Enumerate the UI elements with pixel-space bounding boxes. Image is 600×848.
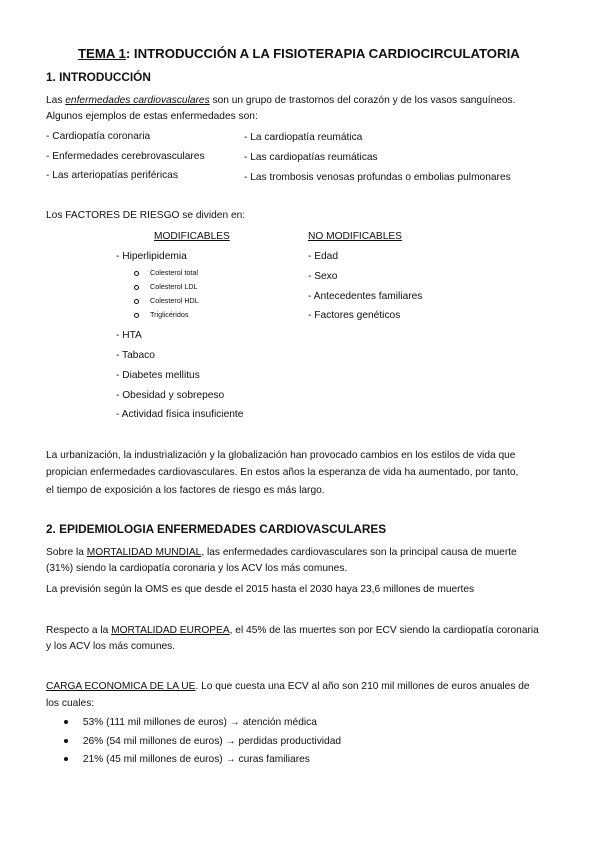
- paragraph-line: La urbanización, la industrialización y la globalización han provocado cambios en los estilos de vida que: [46, 450, 516, 461]
- non-modifiable-item: - Sexo: [308, 271, 338, 282]
- non-modifiable-item: - Antecedentes familiares: [308, 291, 423, 302]
- modifiable-item: - Diabetes mellitus: [116, 370, 200, 381]
- burden-item-label: 53% (111 mil millones de euros) → atención médica: [82, 717, 317, 728]
- intro-term: enfermedades cardiovasculares: [65, 95, 210, 106]
- world-mortality-line-2: (31%) siendo la cardiopatía coronaria y los ACV los más comunes.: [46, 563, 348, 574]
- world-term: MORTALIDAD MUNDIAL: [86, 547, 202, 558]
- non-modifiable-item: - Edad: [308, 251, 339, 262]
- economic-burden-line-2: los cuales:: [46, 698, 95, 709]
- circle-bullet-icon: [134, 285, 139, 290]
- modifiable-hyperlipidemia: - Hiperlipidemia: [116, 251, 187, 262]
- non-modifiable-heading: NO MODIFICABLES: [308, 231, 402, 242]
- intro-prefix: Las: [46, 95, 66, 106]
- paragraph-line: propician enfermedades cardiovasculares. En estos años la esperanza de vida ha aumentado, por tanto,: [46, 467, 519, 478]
- circle-bullet-icon: [134, 271, 139, 276]
- bullet-icon: [64, 739, 68, 743]
- modifiable-item: - Actividad física insuficiente: [116, 409, 244, 420]
- risk-intro: Los FACTORES DE RIESGO se dividen en:: [46, 210, 246, 221]
- circle-bullet-icon: [134, 313, 139, 318]
- modifiable-item: - Tabaco: [116, 350, 155, 361]
- example-right-2: - Las cardiopatías reumáticas: [244, 152, 378, 163]
- burden-item-label: 21% (45 mil millones de euros) → curas familiares: [82, 754, 310, 765]
- modifiable-item: - Obesidad y sobrepeso: [116, 390, 225, 401]
- burden-item: [64, 716, 317, 729]
- example-left-1: - Cardiopatía coronaria: [46, 131, 151, 142]
- bullet-icon: [64, 757, 68, 761]
- lipid-item: [134, 296, 199, 306]
- world-suffix: , las enfermedades cardiovasculares son la principal causa de muerte: [201, 547, 517, 558]
- burden-item: [64, 735, 341, 748]
- europe-mortality-line-2: y los ACV los más comunes.: [46, 641, 176, 652]
- lipid-item: [134, 310, 188, 320]
- section-1-heading: 1. INTRODUCCIÓN: [46, 70, 151, 84]
- lipid-item: [134, 268, 198, 278]
- burden-item-label: 26% (54 mil millones de euros) → perdidas productividad: [82, 736, 342, 747]
- lipid-label: Colesterol total: [150, 268, 198, 277]
- burden-term: CARGA ECONOMICA DE LA UE: [46, 681, 196, 692]
- lipid-item: [134, 282, 198, 292]
- lipid-label: Triglicéridos: [150, 310, 189, 319]
- non-modifiable-item: - Factores genéticos: [308, 310, 401, 321]
- economic-burden-line: [46, 680, 530, 693]
- paragraph-line: el tiempo de exposición a los factores de riesgo es más largo.: [46, 485, 325, 496]
- europe-mortality-line: [46, 624, 539, 637]
- intro-line: [46, 94, 516, 107]
- example-right-1: - La cardiopatía reumática: [244, 132, 363, 143]
- example-left-2: - Enfermedades cerebrovasculares: [46, 151, 205, 162]
- example-right-3: - Las trombosis venosas profundas o embolias pulmonares: [244, 172, 511, 183]
- world-prefix: Sobre la: [46, 547, 87, 558]
- forecast-line: La previsión según la OMS es que desde el 2015 hasta el 2030 haya 23,6 millones de muertes: [46, 584, 475, 595]
- burden-item: [64, 753, 310, 766]
- modifiable-heading: MODIFICABLES: [154, 231, 230, 242]
- document-title: [78, 46, 520, 62]
- europe-prefix: Respecto a la: [46, 625, 112, 636]
- example-left-3: - Las arteriopatías periféricas: [46, 170, 178, 181]
- bullet-icon: [64, 720, 68, 724]
- lipid-label: Colesterol LDL: [150, 282, 198, 291]
- title-rest: : INTRODUCCIÓN A LA FISIOTERAPIA CARDIOCIRCULATORIA: [125, 46, 520, 61]
- europe-term: MORTALIDAD EUROPEA: [111, 625, 230, 636]
- modifiable-item: - HTA: [116, 330, 142, 341]
- section-2-heading: 2. EPIDEMIOLOGIA ENFERMEDADES CARDIOVASCULARES: [46, 522, 387, 536]
- intro-suffix: son un grupo de trastornos del corazón y de los vasos sanguíneos.: [209, 95, 516, 106]
- examples-intro: Algunos ejemplos de estas enfermedades son:: [46, 111, 258, 122]
- circle-bullet-icon: [134, 299, 139, 304]
- title-tema: TEMA 1: [78, 46, 126, 61]
- europe-suffix: , el 45% de las muertes son por ECV siendo la cardiopatía coronaria: [229, 625, 539, 636]
- burden-suffix: . Lo que cuesta una ECV al año son 210 mil millones de euros anuales de: [195, 681, 530, 692]
- lipid-label: Colesterol HDL: [150, 296, 199, 305]
- world-mortality-line: [46, 546, 517, 559]
